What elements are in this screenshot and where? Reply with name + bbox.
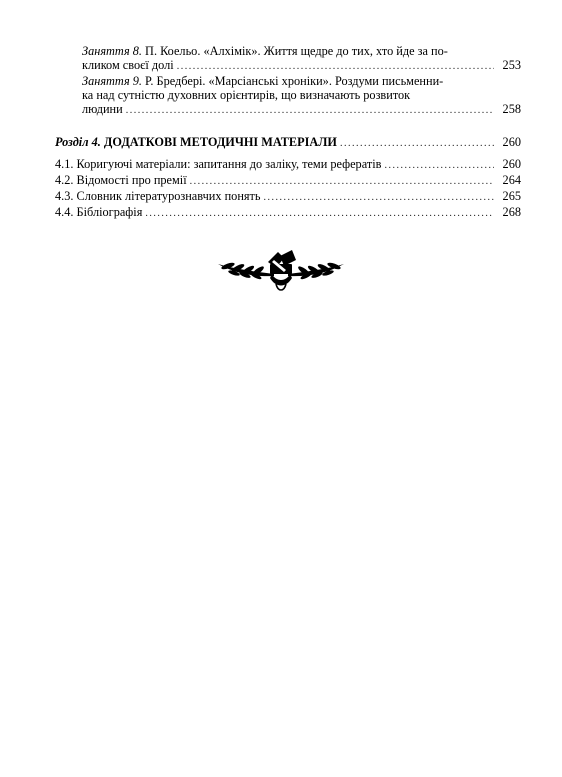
- dot-leader: [145, 207, 494, 221]
- item-number: 4.1.: [55, 157, 74, 171]
- toc-entry-4-4: [55, 205, 521, 221]
- item-number: 4.3.: [55, 189, 74, 203]
- table-of-contents: [55, 44, 521, 221]
- item-label: Бібліографія: [76, 205, 143, 219]
- lesson-9-page-number: 258: [502, 102, 521, 116]
- toc-entry-4-3: [55, 189, 521, 205]
- lesson-9-title-line-3: людини: [82, 102, 123, 116]
- dot-leader: [384, 159, 494, 173]
- dot-leader: [177, 60, 494, 74]
- lesson-9-title-line-1: Р. Бредбері. «Марсіанські хроніки». Роздуми письменни-: [141, 74, 444, 88]
- lesson-8-title-line-2: кликом своєї долі: [82, 58, 174, 72]
- item-number: 4.2.: [55, 173, 74, 187]
- toc-entry-section-4: [55, 135, 521, 151]
- item-label: Відомості про премії: [76, 173, 187, 187]
- item-number: 4.4.: [55, 205, 74, 219]
- section-4-page-number: 260: [502, 135, 521, 149]
- item-page-number: 264: [502, 173, 521, 187]
- laurel-book-vignette-icon: [214, 248, 348, 294]
- dot-leader: [264, 191, 494, 205]
- toc-entry-4-1: [55, 157, 521, 173]
- toc-entry-lesson-9: [55, 74, 521, 118]
- lesson-9-prefix: Заняття 9.: [82, 74, 142, 88]
- section-4-title: ДОДАТКОВІ МЕТОДИЧНІ МАТЕРІАЛИ: [100, 135, 338, 149]
- item-label: Коригуючі матеріали: запитання до заліку, теми рефератів: [76, 157, 382, 171]
- section-4-prefix: Розділ 4.: [55, 135, 101, 149]
- item-page-number: 260: [502, 157, 521, 171]
- dot-leader: [126, 104, 494, 118]
- lesson-8-page-number: 253: [502, 58, 521, 72]
- lesson-8-prefix: Заняття 8.: [82, 44, 142, 58]
- lesson-9-title-line-2: ка над сутністю духовних орієнтирів, що визначають розвиток: [82, 88, 411, 102]
- dot-leader: [190, 175, 494, 189]
- toc-entry-lesson-8: [55, 44, 521, 74]
- lesson-8-title-line-1: П. Коельо. «Алхімік». Життя щедре до тих, хто йде за по-: [141, 44, 448, 58]
- toc-entry-4-2: [55, 173, 521, 189]
- item-page-number: 268: [502, 205, 521, 219]
- dot-leader: [340, 137, 494, 151]
- item-page-number: 265: [502, 189, 521, 203]
- item-label: Словник літературознавчих понять: [76, 189, 261, 203]
